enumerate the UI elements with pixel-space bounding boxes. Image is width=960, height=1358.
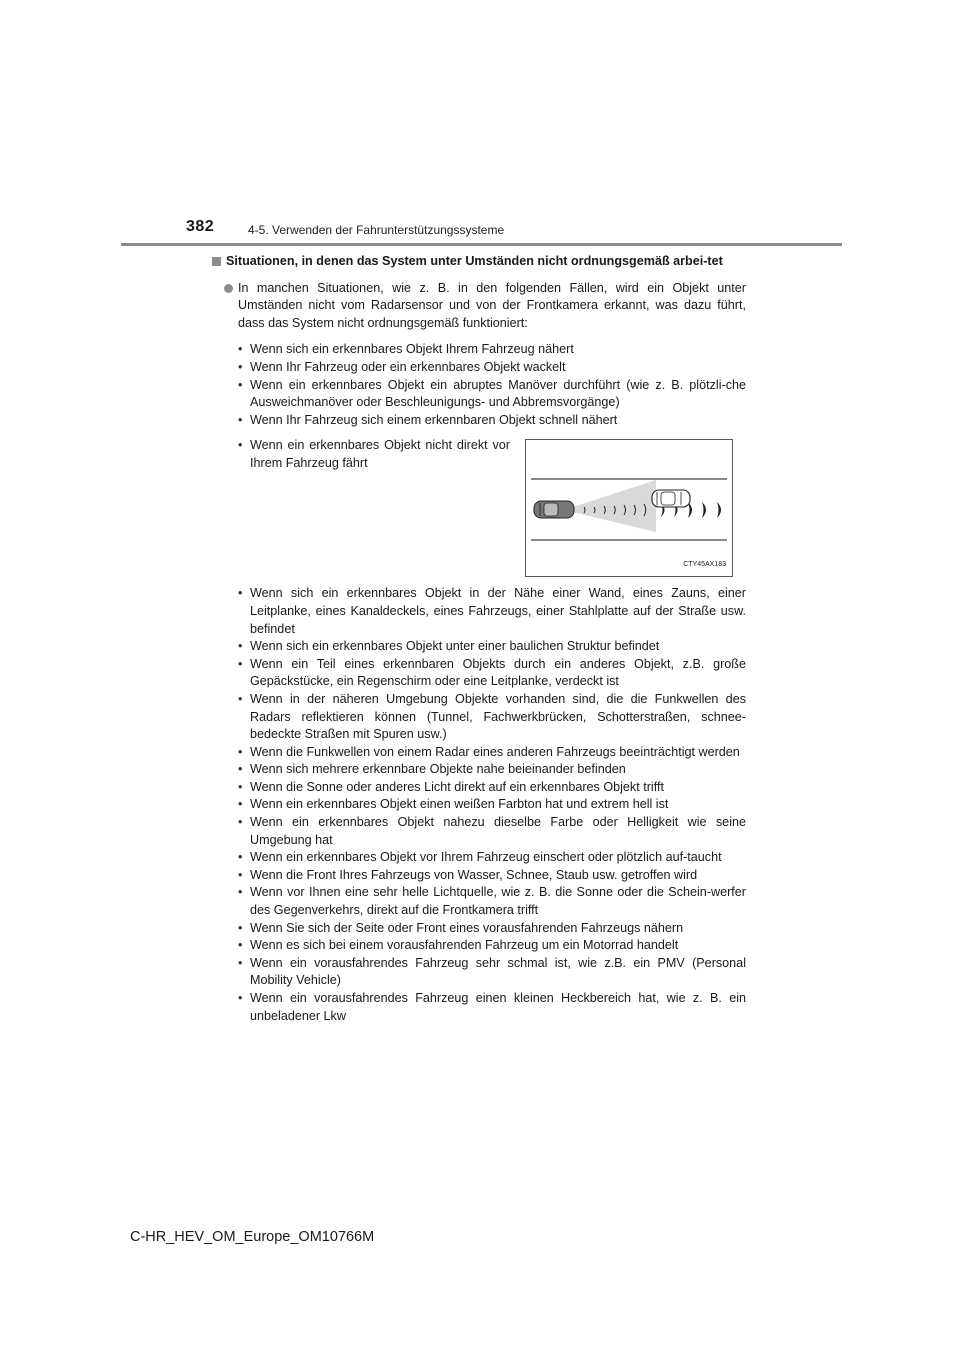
list-item: • Wenn in der näheren Umgebung Objekte vorhanden sind, die die Funkwellen des Radars reflektieren können (Tunnel, Fachwerkbrücken, Schotterstraßen, schnee-bedeckte Straßen mit Spuren usw.): [238, 691, 746, 744]
list-item: • Wenn vor Ihnen eine sehr helle Lichtquelle, wie z. B. die Sonne oder die Schein-werfer des Gegenverkehrs, direkt auf die Frontkamera trifft: [238, 884, 746, 919]
circle-bullet-icon: [224, 284, 233, 293]
header-rule: [121, 243, 842, 246]
own-car-icon: [534, 501, 574, 518]
list-item: • Wenn Ihr Fahrzeug sich einem erkennbaren Objekt schnell nähert: [238, 412, 746, 430]
bullet-list-a: [212, 341, 746, 429]
list-item: • Wenn es sich bei einem vorausfahrenden Fahrzeug um ein Motorrad handelt: [238, 937, 746, 955]
section-heading-text: Situationen, in denen das System unter Umständen nicht ordnungsgemäß arbei-tet: [226, 254, 723, 268]
intro-paragraph: [212, 280, 746, 333]
intro-text: In manchen Situationen, wie z. B. in den folgenden Fällen, wird ein Objekt unter Umständen nicht vom Radarsensor und von der Frontkamera erkannt, was dazu führt, dass das System nicht ordnungsgemäß funktioniert:: [238, 280, 746, 330]
section-heading: [212, 253, 746, 271]
list-item: • Wenn die Sonne oder anderes Licht direkt auf ein erkennbares Objekt trifft: [238, 779, 746, 797]
radar-offset-illustration: [525, 439, 733, 577]
page-number: 382: [186, 218, 215, 235]
list-item: • Wenn sich ein erkennbares Objekt in der Nähe einer Wand, eines Zauns, einer Leitplanke, eines Kanaldeckels, eines Fahrzeugs, einer Stahlplatte auf der Straße usw. befindet: [238, 585, 746, 638]
figure-code: CTY45AX183: [683, 560, 726, 568]
bullet-list-b: [212, 585, 746, 1025]
figure-row: [212, 437, 746, 583]
square-bullet-icon: [212, 257, 221, 266]
list-item: • Wenn sich mehrere erkennbare Objekte nahe beieinander befinden: [238, 761, 746, 779]
list-item: • Wenn ein erkennbares Objekt nahezu dieselbe Farbe oder Helligkeit wie seine Umgebung hat: [238, 814, 746, 849]
list-item: • Wenn ein vorausfahrendes Fahrzeug einen kleinen Heckbereich hat, wie z. B. ein unbeladener Lkw: [238, 990, 746, 1025]
list-item: • Wenn ein erkennbares Objekt einen weißen Farbton hat und extrem hell ist: [238, 796, 746, 814]
list-item: • Wenn die Front Ihres Fahrzeugs von Wasser, Schnee, Staub usw. getroffen wird: [238, 867, 746, 885]
preceding-car-icon: [652, 490, 690, 507]
list-item: • Wenn ein vorausfahrendes Fahrzeug sehr schmal ist, wie z.B. ein PMV (Personal Mobility Vehicle): [238, 955, 746, 990]
list-item: • Wenn sich ein erkennbares Objekt unter einer baulichen Struktur befindet: [238, 638, 746, 656]
list-item: • Wenn ein Teil eines erkennbaren Objekts durch ein anderes Objekt, z.B. große Gepäckstücke, ein Regenschirm oder eine Leitplanke, verdeckt ist: [238, 656, 746, 691]
figure-bullet-list: [212, 437, 510, 472]
list-item: • Wenn Ihr Fahrzeug oder ein erkennbares Objekt wackelt: [238, 359, 746, 377]
section-title: 4-5. Verwenden der Fahrunterstützungssysteme: [248, 223, 505, 237]
list-item: • Wenn die Funkwellen von einem Radar eines anderen Fahrzeugs beeinträchtigt werden: [238, 744, 746, 762]
list-item: • Wenn sich ein erkennbares Objekt Ihrem Fahrzeug nähert: [238, 341, 746, 359]
list-item: • Wenn ein erkennbares Objekt vor Ihrem Fahrzeug einschert oder plötzlich auf-taucht: [238, 849, 746, 867]
page-content: [212, 253, 746, 1025]
document-footer: C-HR_HEV_OM_Europe_OM10766M: [130, 1229, 375, 1245]
list-item: • Wenn Sie sich der Seite oder Front eines vorausfahrenden Fahrzeugs nähern: [238, 920, 746, 938]
list-item: • Wenn ein erkennbares Objekt ein abruptes Manöver durchführt (wie z. B. plötzli-che Ausweichmanöver oder Beschleunigungs- und Abbremsvorgänge): [238, 377, 746, 412]
radar-beam: [564, 480, 656, 532]
list-item: • Wenn ein erkennbares Objekt nicht direkt vor Ihrem Fahrzeug fährt: [238, 437, 510, 472]
